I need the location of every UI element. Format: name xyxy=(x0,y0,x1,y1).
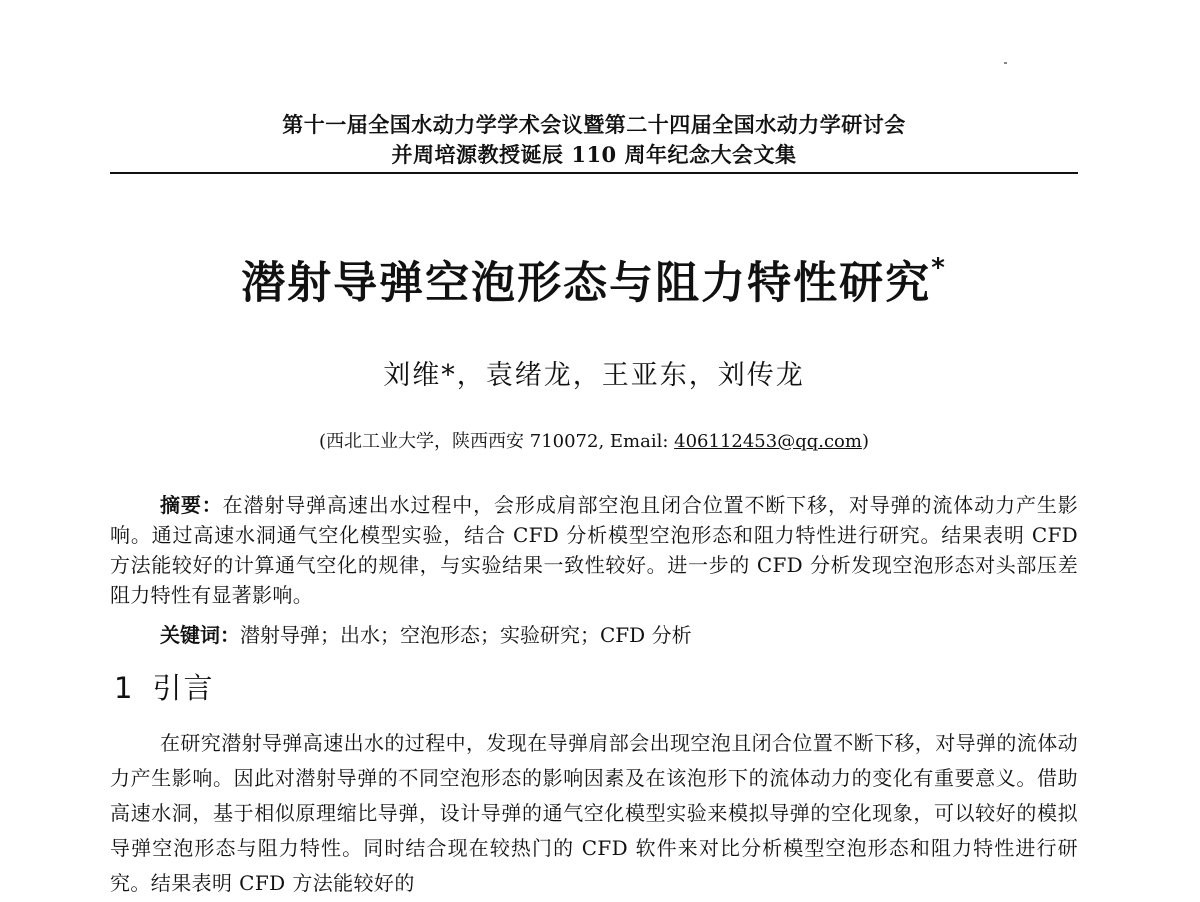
paper-title-text: 潜射导弹空泡形态与阻力特性研究 xyxy=(241,257,932,309)
keywords xyxy=(160,620,1078,650)
abstract-label: 摘要： xyxy=(160,493,223,517)
abstract xyxy=(110,490,1078,610)
affiliation-close: ) xyxy=(861,431,869,452)
body-paragraph: 在研究潜射导弹高速出水的过程中，发现在导弹肩部会出现空泡且闭合位置不断下移，对导弹的流体动力产生影响。因此对潜射导弹的不同空泡形态的影响因素及在该泡形下的流体动力的变化有重要意义。借助高速水洞，基于相似原理缩比导弹，设计导弹的通气空化模型实验来模拟导弹的空化现象，可以较好的模拟导弹空泡形态与阻力特性。同时结合现在较热门的 CFD 软件来对比分析模型空泡形态和阻力特性进行研究。结果表明 CFD 方法能较好的 xyxy=(110,731,1078,895)
keywords-text: 潜射导弹；出水；空泡形态；实验研究；CFD 分析 xyxy=(240,623,692,647)
section-heading xyxy=(114,668,214,708)
scan-mark xyxy=(1004,62,1007,64)
affiliation-text: (西北工业大学，陕西西安 710072, Email: xyxy=(319,431,675,452)
header-divider xyxy=(110,172,1078,174)
proceedings-header-line-1: 第十一届全国水动力学学术会议暨第二十四届全国水动力学研讨会 xyxy=(282,112,906,137)
section-title: 引言 xyxy=(152,671,215,705)
proceedings-header-line-2: 并周培源教授诞辰 110 周年纪念大会文集 xyxy=(391,142,797,167)
abstract-text: 在潜射导弹高速出水过程中，会形成肩部空泡且闭合位置不断下移，对导弹的流体动力产生影响。通过高速水洞通气空化模型实验，结合 CFD 分析模型空泡形态和阻力特性进行研究。结果表明 CFD 方法能较好的计算通气空化的规律，与实验结果一致性较好。进一步的 CFD 分析发现空泡形态对头部压差阻力特性有显著影响。 xyxy=(110,493,1078,607)
author-list: 刘维*，袁绪龙，王亚东，刘传龙 xyxy=(383,360,805,391)
title-footnote-mark: * xyxy=(931,253,947,283)
proceedings-header xyxy=(110,110,1078,170)
paper-title xyxy=(110,246,1078,312)
affiliation xyxy=(110,428,1078,456)
section-number: 1 xyxy=(114,671,135,705)
keywords-label: 关键词： xyxy=(160,623,240,647)
email-link[interactable]: 406112453@qq.com xyxy=(674,431,862,452)
